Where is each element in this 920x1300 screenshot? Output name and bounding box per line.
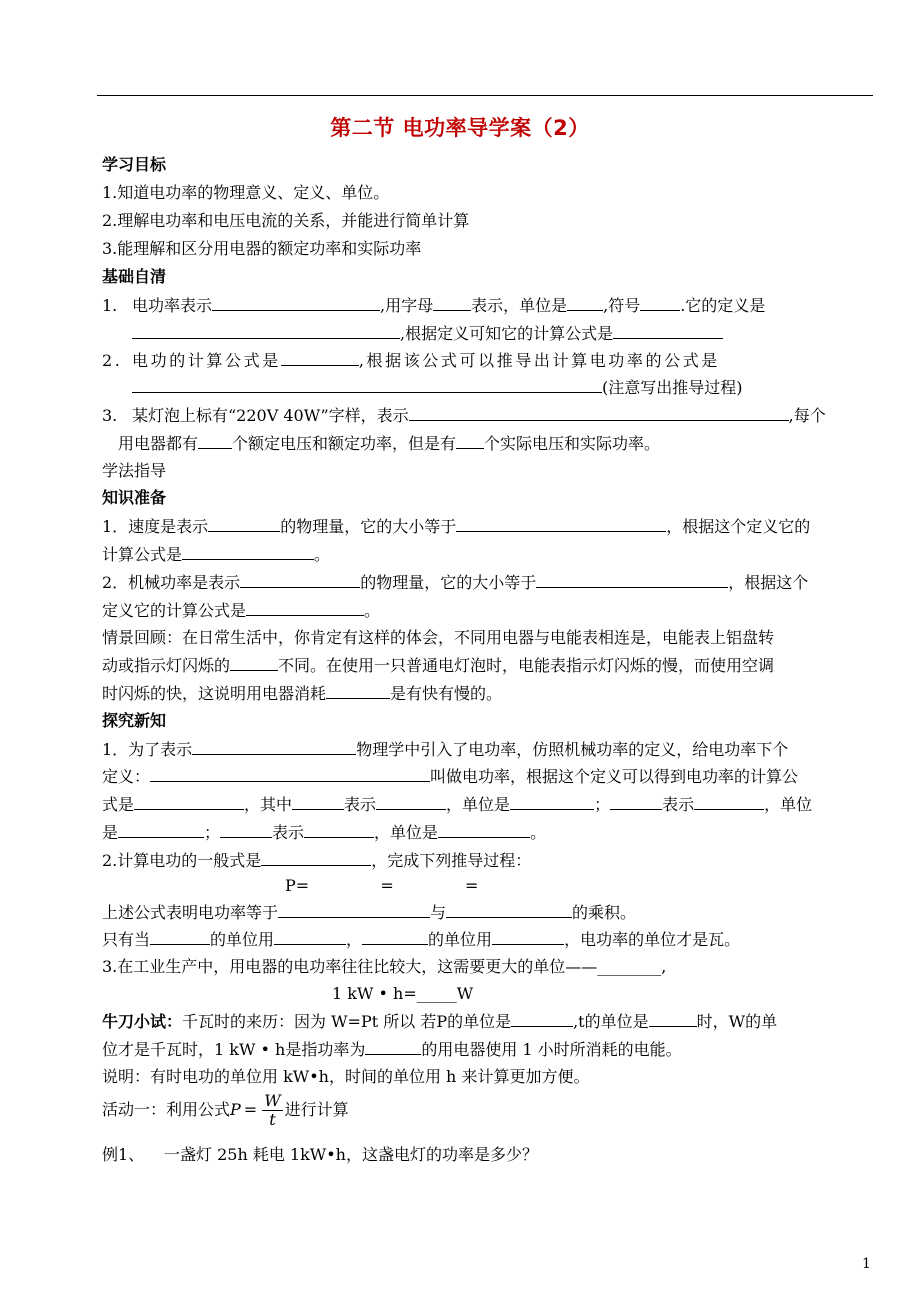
trial-heading: 牛刀小试： [102,1012,183,1031]
kwh-conversion: 1 kW • h=_____W [332,984,474,1003]
explore-line4: 是 ； 表示 ，单位是 。 [102,823,547,842]
scene-line1: 情景回顾：在日常生活中，你肯定有这样的体会，不同用电器与电能表相连是，电能表上铝盘转 [102,628,775,647]
explore-line1: 1．为了表示 物理学中引入了电功率，仿照机械功率的定义，给电功率下个 [102,740,789,759]
basic-q1-line2: ,根据定义可知它的计算公式是 [132,323,723,344]
basic-heading: 基础自清 [102,267,167,286]
explore-line5: 2.计算电功的一般式是 ，完成下列推导过程： [102,851,532,870]
goals-heading: 学习目标 [102,155,167,174]
trial-note: 说明：有时电功的单位用 kW•h，时间的单位用 h 来计算更加方便。 [102,1067,590,1086]
explore-line6: 上述公式表明电功率等于 与 的乘积。 [102,903,637,922]
q-number: 1. [102,296,118,315]
prep-line4: 定义它的计算公式是 。 [102,601,381,620]
trial-line1: 牛刀小试：千瓦时的来历：因为 W=Pt 所以 若P的单位是 ,t的单位是 时，W的单 [102,1012,778,1031]
basic-q2-line2: (注意写出推导过程) [132,377,743,398]
q-number: 3. [102,406,118,425]
prep-line2: 计算公式是 。 [102,545,331,564]
prep-line3: 2．机械功率是表示 的物理量，它的大小等于 ，根据这个 [102,573,809,592]
explore-line7: 只有当 的单位用 ， 的单位用 ，电功率的单位才是瓦。 [102,930,741,949]
method-heading: 学法指导 [102,461,167,480]
prep-line1: 1．速度是表示 的物理量，它的大小等于 ，根据这个定义它的 [102,517,811,536]
scene-line2: 动或指示灯闪烁的 不同。在使用一只普通电灯泡时，电能表指示灯闪烁的慢，而使用空调 [102,656,775,675]
derivation-equation: P= = = [285,876,479,895]
explore-line2: 定义： 叫做电功率，根据这个定义可以得到电功率的计算公 [102,767,799,786]
basic-q1-line1: 1. 电功率表示 ,用字母 表示，单位是 ,符号 .它的定义是 [102,296,766,315]
header-rule [97,95,873,96]
example-1: 例1、 一盏灯 25h 耗电 1kW•h，这盏电灯的功率是多少？ [102,1145,538,1164]
basic-q2-line1: 2. 电功的计算公式是 ,根据该公式可以推导出计算电功率的公式是 [102,351,720,370]
explore-line8: 3.在工业生产中，用电器的电功率往往比较大，这需要更大的单位——________, [102,957,667,976]
basic-q3-line1: 3. 某灯泡上标有“220V 40W”字样，表示 ,每个 [102,406,826,425]
trial-line2: 位才是千瓦时，1 kW • h是指功率为 的用电器使用 1 小时所消耗的电能。 [102,1040,682,1059]
explore-heading: 探究新知 [102,711,167,730]
scene-line3: 时闪烁的快，这说明用电器消耗 是有快有慢的。 [102,684,503,703]
goal-item: 2.理解电功率和电压电流的关系，并能进行简单计算 [102,211,470,230]
goal-item: 1.知道电功率的物理意义、定义、单位。 [102,183,390,202]
q-number: 2. [102,351,123,370]
page-number: 1 [862,1256,871,1272]
explore-line3: 式是 ，其中 表示 ，单位是 ； 表示 ，单位 [102,795,813,814]
prep-heading: 知识准备 [102,488,167,507]
page-title: 第二节 电功率导学案（2） [330,116,590,140]
formula-fraction: $\frac{W}{t}$ [264,1091,281,1129]
activity-line: 活动一：利用公式P = $\frac{W}{t}$ 进行计算 [102,1091,349,1129]
basic-q3-line2: 用电器都有 个额定电压和额定功率，但是有 个实际电压和实际功率。 [118,434,661,453]
goal-item: 3.能理解和区分用电器的额定功率和实际功率 [102,239,422,258]
formula-p: P [230,1100,241,1119]
